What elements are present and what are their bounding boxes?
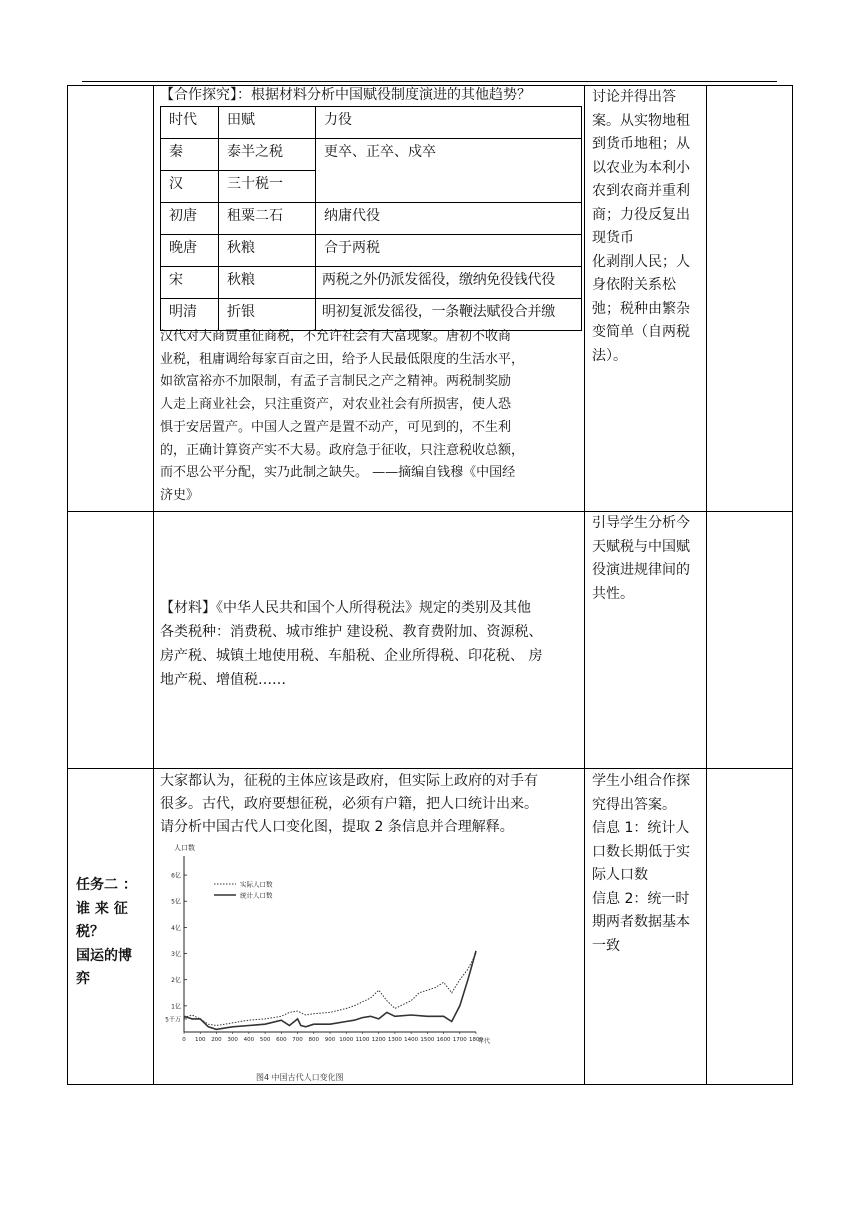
cell-field-tax: 秋粮: [219, 267, 316, 299]
y-tick-label: 6亿: [171, 872, 181, 880]
y-tick-label: 3亿: [171, 951, 181, 959]
passage-line: 人走上商业社会，只注重资产，对农业社会有所损害，使人恐: [160, 397, 512, 413]
task-two-label: [76, 874, 148, 992]
table-header-row: [161, 107, 582, 139]
chart-caption: 图4 中国古代人口变化图: [256, 1073, 344, 1082]
y-axis-label: 人口数: [174, 844, 195, 852]
series-line-registered: [184, 951, 476, 1030]
passage-line: 而不思公平分配，实乃此制之缺失。 ——摘编自钱穆《中国经: [160, 465, 516, 481]
y-tick-label: 1亿: [171, 1003, 181, 1011]
x-tick-label: 200: [211, 1037, 222, 1043]
x-tick-label: 300: [227, 1037, 238, 1043]
passage-line: 济史》: [160, 487, 200, 503]
row1-answer: [592, 86, 704, 368]
guidance-line: 天赋税与中国赋: [592, 538, 690, 555]
cell-field-tax: 秋粮: [219, 235, 316, 267]
qian-mu-passage: [160, 326, 584, 508]
table-row: [161, 235, 582, 267]
x-tick-label: 100: [194, 1037, 206, 1043]
task-line: 国运的博: [76, 947, 132, 964]
material-line: 各类税种：消费税、城市维护 建设税、教育费附加、资源税、: [160, 624, 543, 640]
guidance-line: 共性。: [592, 585, 634, 602]
answer-line: 一致: [592, 937, 620, 954]
row3-answer: [592, 770, 704, 958]
passage-line: 惧于安居置产。中国人之置产是置不动产，可见到的，不生利: [160, 419, 512, 435]
cell-era: 秦: [161, 139, 219, 171]
answer-line: 农到农商并重利: [592, 183, 690, 199]
x-tick-label: 1500: [420, 1037, 435, 1043]
answer-line: 究得出答案。: [592, 796, 676, 813]
top-rule: [82, 81, 777, 82]
intro-line: 请分析中国古代人口变化图，提取 2 条信息并合理解释。: [160, 819, 514, 835]
answer-line: 法）。: [592, 347, 627, 364]
material-line: 房产税、城镇土地使用税、车船税、企业所得税、印花税、 房: [160, 648, 543, 664]
task-intro: [160, 770, 584, 839]
table-row: [161, 203, 582, 235]
answer-line: 案。从实物地租: [592, 112, 690, 129]
intro-line: 大家都认为，征税的主体应该是政府，但实际上政府的对手有: [160, 773, 538, 789]
x-tick-label: 1400: [404, 1037, 419, 1043]
legend-label-registered: 统计人口数: [240, 891, 273, 900]
answer-line: 口数长期低于实: [592, 843, 690, 860]
cell-labor: 合于两税: [316, 235, 582, 267]
row2-guidance: [592, 512, 704, 606]
y-tick-label: 5千万: [165, 1016, 181, 1024]
answer-line: 讨论并得出答: [592, 89, 676, 105]
y-tick-label: 4亿: [171, 924, 181, 932]
cell-field-tax: 租粟二石: [219, 203, 316, 235]
x-tick-label: 900: [324, 1037, 336, 1043]
y-tick-label: 2亿: [171, 977, 181, 985]
tax-law-material: [160, 596, 584, 692]
population-chart: [156, 838, 496, 1082]
cell-labor: 明初复派发徭役，一条鞭法赋役合并缴: [316, 299, 582, 331]
intro-line: 很多。古代，政府要想征税，必须有户籍，把人口统计出来。: [160, 796, 538, 812]
answer-line: 化剥削人民；人: [592, 253, 690, 270]
guidance-line: 引导学生分析今: [592, 515, 690, 531]
task-line: 谁 来 征: [76, 900, 128, 917]
passage-line: 业税，租庸调给每家百亩之田，给予人民最低限度的生活水平，: [160, 351, 525, 367]
x-tick-label: 0: [182, 1037, 186, 1043]
table-row: [161, 139, 582, 171]
task-line: 弈: [76, 971, 90, 987]
passage-line: 汉代对大商贾重征商税，不允许社会有大富现象。唐初不收商: [160, 329, 512, 344]
answer-line: 期两者数据基本: [592, 914, 690, 930]
cell-labor: 两税之外仍派发徭役，缴纳免役钱代役: [316, 267, 582, 299]
cooperation-heading: 【合作探究】：根据材料分析中国赋役制度演进的其他趋势？: [160, 87, 531, 103]
series-line-actual: [184, 954, 476, 1026]
passage-line: 的，正确计算资产实不大易。政府急于征收，只注意税收总额，: [160, 442, 525, 458]
cell-labor: 纳庸代役: [316, 203, 582, 235]
answer-line: 信息 2：统一时: [592, 890, 690, 907]
x-tick-label: 1700: [452, 1037, 467, 1043]
cell-era: 初唐: [161, 203, 219, 235]
x-tick-label: 400: [243, 1037, 255, 1043]
passage-line: 如欲富裕亦不加限制，有孟子言制民之产之精神。两税制奖励: [160, 374, 512, 390]
x-tick-label: 700: [292, 1037, 303, 1043]
table-row: [161, 267, 582, 299]
answer-line: 弛；税种由繁杂: [592, 300, 690, 317]
cell-era: 汉: [161, 171, 219, 203]
task-line: 税？: [76, 924, 104, 940]
cell-labor: 更卒、正卒、戍卒: [316, 139, 582, 203]
material-line: 【材料】《中华人民共和国个人所得税法》规定的类别及其他: [160, 600, 531, 616]
y-tick-label: 5亿: [171, 898, 181, 906]
answer-line: 信息 1：统计人: [592, 820, 690, 836]
cell-field-tax: 折银: [219, 299, 316, 331]
answer-line: 身依附关系松: [592, 277, 676, 293]
header-labor: 力役: [316, 107, 582, 139]
legend-label-actual: 实际人口数: [240, 880, 273, 889]
cell-field-tax: 泰半之税: [219, 139, 316, 171]
answer-line: 际人口数: [592, 867, 648, 883]
header-field-tax: 田赋: [219, 107, 316, 139]
x-axis-label: 年代: [478, 1038, 491, 1045]
cell-era: 明清: [161, 299, 219, 331]
x-tick-label: 1000: [339, 1037, 354, 1043]
answer-line: 变简单（自两税: [592, 324, 690, 340]
tax-evolution-table: [160, 106, 582, 331]
answer-line: 现货币: [592, 230, 634, 246]
cell-era: 晚唐: [161, 235, 219, 267]
task-line: 任务二 ：: [76, 877, 137, 893]
material-line: 地产税、增值税……: [160, 672, 286, 688]
answer-line: 学生小组合作探: [592, 773, 690, 789]
x-tick-label: 1200: [371, 1037, 386, 1043]
x-tick-label: 600: [276, 1037, 287, 1043]
x-tick-label: 1800: [469, 1037, 483, 1043]
x-tick-label: 800: [308, 1037, 320, 1043]
cell-field-tax: 三十税一: [219, 171, 316, 203]
x-tick-label: 1100: [355, 1037, 370, 1043]
x-tick-label: 500: [259, 1037, 271, 1043]
answer-line: 以农业为本利小: [592, 159, 690, 176]
header-era: 时代: [161, 107, 219, 139]
answer-line: 商；力役反复出: [592, 206, 690, 223]
x-tick-label: 1600: [436, 1037, 451, 1043]
answer-line: 到货币地租；从: [592, 136, 690, 152]
guidance-line: 役演进规律间的: [592, 562, 690, 578]
x-tick-label: 1300: [387, 1037, 402, 1043]
cell-era: 宋: [161, 267, 219, 299]
